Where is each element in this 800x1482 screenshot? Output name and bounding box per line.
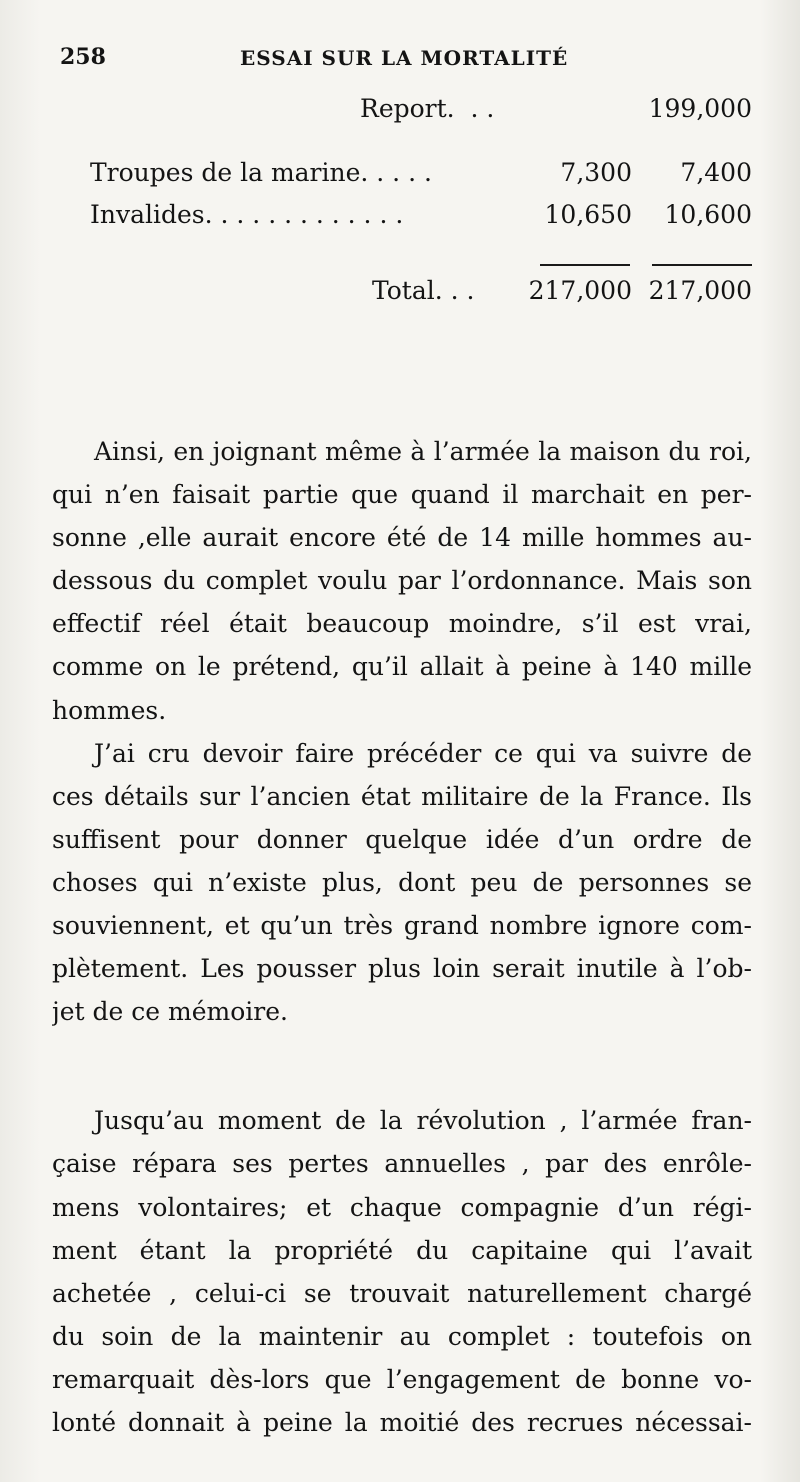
text-line: plètement. Les pousser plus loin serait inutile à l’ob-: [52, 954, 752, 984]
page-number: 258: [60, 44, 106, 70]
text-line: effectif réel était beaucoup moindre, s’il est vrai,: [52, 609, 752, 639]
row-value-2: 7,400: [680, 158, 752, 187]
text-line: du soin de la maintenir au complet : toutefois on: [52, 1321, 752, 1351]
paragraph: [52, 732, 752, 1034]
table-row-total: [90, 276, 752, 318]
body-text: [52, 430, 752, 1444]
running-title: ESSAI SUR LA MORTALITÉ: [240, 46, 569, 70]
paragraph: [52, 1099, 752, 1444]
report-label: Report. . .: [360, 94, 495, 123]
total-value-1: 217,000: [528, 276, 632, 305]
page-header: [60, 44, 750, 78]
text-line: Ainsi, en joignant même à l’armée la maison du roi,: [94, 437, 752, 466]
text-line: dessous du complet voulu par l’ordonnance. Mais son: [52, 566, 752, 596]
total-value-2: 217,000: [648, 276, 752, 305]
sum-rule-1: [540, 264, 630, 266]
text-line: Jusqu’au moment de la révolution , l’armée fran-: [94, 1106, 752, 1136]
text-line: qui n’en faisait partie que quand il marchait en per-: [52, 480, 752, 510]
text-line: hommes.: [52, 695, 167, 725]
table-row: [90, 158, 752, 200]
table-row-report: [90, 94, 752, 136]
text-line: J’ai cru devoir faire précéder ce qui va suivre de: [94, 738, 752, 768]
text-line: souviennent, et qu’un très grand nombre ignore com-: [52, 911, 752, 941]
text-line: ment étant la propriété du capitaine qui l’avait: [52, 1235, 752, 1265]
text-line: remarquait dès-lors que l’engagement de bonne vo-: [52, 1364, 752, 1394]
table-row: [90, 200, 752, 242]
row-label: Troupes de la marine. . . . .: [90, 158, 432, 187]
paragraph: [52, 430, 752, 732]
text-line: suffisent pour donner quelque idée d’un ordre de: [52, 824, 752, 854]
text-line: lonté donnait à peine la moitié des recrues nécessai-: [52, 1407, 752, 1437]
sum-rule-2: [652, 264, 752, 266]
row-label: Invalides. . . . . . . . . . . . .: [90, 200, 404, 229]
text-line: jet de ce mémoire.: [52, 997, 288, 1027]
text-line: comme on le prétend, qu’il allait à peine à 140 mille: [52, 652, 752, 682]
row-value-2: 10,600: [664, 200, 752, 229]
text-line: choses qui n’existe plus, dont peu de personnes se: [52, 867, 752, 897]
troop-table: [90, 94, 752, 318]
text-line: mens volontaires; et chaque compagnie d’un régi-: [52, 1192, 752, 1222]
row-value-1: 10,650: [544, 200, 632, 229]
report-value: 199,000: [648, 94, 752, 123]
text-line: çaise répara ses pertes annuelles , par des enrôle-: [52, 1149, 752, 1179]
text-line: sonne ,elle aurait encore été de 14 mille hommes au-: [52, 523, 752, 553]
text-line: achetée , celui-ci se trouvait naturellement chargé: [52, 1278, 752, 1308]
total-label: Total. . .: [372, 276, 475, 305]
text-line: ces détails sur l’ancien état militaire de la France. Ils: [52, 781, 752, 811]
row-value-1: 7,300: [560, 158, 632, 187]
